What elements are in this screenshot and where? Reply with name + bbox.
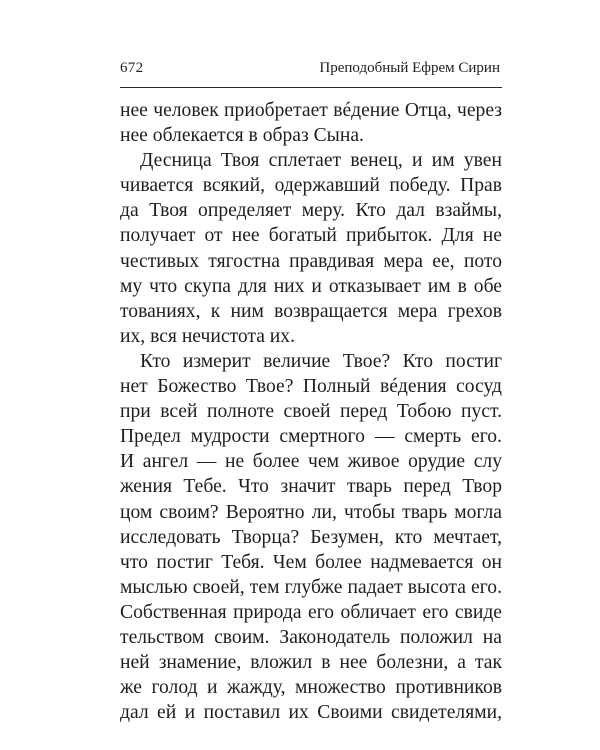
text-line: да Твоя определяет меру. Кто дал взаймы, <box>120 200 502 222</box>
text-line: нет Божество Твое? Полный вéдения сосуд <box>120 376 502 398</box>
text-line: тельством своим. Законодатель положил на <box>120 626 502 648</box>
running-title: Преподобный Ефрем Сирин <box>319 60 500 76</box>
text-line: жения Тебе. Что значит тварь перед Твор <box>120 476 502 498</box>
text-line: Предел мудрости смертного — смерть его. <box>120 426 502 448</box>
text-line: нее облекается в образ Сына. <box>120 125 364 147</box>
text-line: получает от нее богатый прибыток. Для не <box>120 225 502 247</box>
text-line: нее человек приобретает вéдение Отца, через <box>120 100 502 121</box>
text-line: тованиях, к ним возвращается мера грехов <box>120 300 502 322</box>
text-line: исследовать Творца? Безумен, кто мечтает, <box>120 526 502 548</box>
header-rule <box>120 87 502 88</box>
text-line: ней знамение, вложил в нее болезни, а так <box>120 652 502 674</box>
text-line: же голод и жажду, множество противников <box>120 677 502 699</box>
text-line: чивается всякий, одержавший победу. Прав <box>120 175 502 197</box>
text-line: при всей полноте своей перед Тобою пуст. <box>120 401 502 423</box>
text-line: Собственная природа его обличает его свиде <box>120 601 502 623</box>
text-line: их, вся нечистота их. <box>120 325 295 347</box>
text-line: дал ей и поставил их Своими свидетелями, <box>120 702 502 724</box>
page-number: 672 <box>120 60 144 76</box>
text-line: Кто измерит величие Твое? Кто постиг <box>140 350 502 372</box>
text-line: И ангел — не более чем живое орудие слу <box>120 451 502 473</box>
text-line: му что скупа для них и отказывает им в обе <box>120 275 502 297</box>
running-header <box>120 60 502 84</box>
text-line: цом своим? Вероятно ли, чтобы тварь могла <box>120 501 502 523</box>
text-line: мыслью своей, тем глубже падает высота его. <box>120 576 502 598</box>
text-line: честивых тягостна правдивая мера ее, пото <box>120 250 502 272</box>
body-text <box>120 98 502 725</box>
text-line: что постиг Тебя. Чем более надмевается он <box>120 551 502 573</box>
text-line: Десница Твоя сплетает венец, и им увен <box>140 150 502 172</box>
